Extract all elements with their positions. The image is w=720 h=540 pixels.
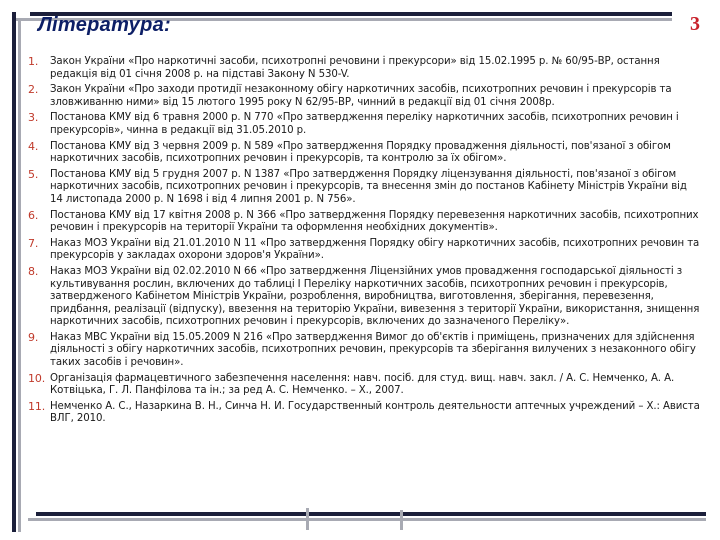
- reference-list: [28, 56, 702, 429]
- reference-number: 1.: [28, 55, 39, 68]
- reference-number: 2.: [28, 83, 39, 97]
- reference-number: 9.: [28, 330, 39, 344]
- reference-item: [28, 56, 702, 81]
- reference-number: 6.: [28, 208, 39, 222]
- reference-item: [28, 373, 702, 398]
- reference-number: 5.: [28, 167, 39, 181]
- reference-item: [28, 266, 702, 329]
- frame-left-bar-gray: [18, 20, 21, 532]
- reference-text: Немченко А. С., Назаркина В. Н., Синча Н. И. Государственный контроль деятельности аптечных учреждений – Х.: Ависта ВЛГ, 2010.: [50, 400, 700, 425]
- reference-item: [28, 169, 702, 207]
- frame-bottom-tick-1: [306, 508, 309, 530]
- reference-text: Постанова КМУ від 6 травня 2000 р. N 770 «Про затвердження переліку наркотичних засобів, психотропних речовин і прекурсорів», чинна в редакції від 31.05.2010 р.: [50, 112, 679, 136]
- reference-item: [28, 401, 702, 426]
- frame-bottom-bar-dark: [36, 512, 706, 516]
- reference-number: 4.: [28, 139, 39, 153]
- reference-item: [28, 238, 702, 263]
- reference-text: Наказ МОЗ України від 21.01.2010 N 11 «Про затвердження Порядку обігу наркотичних засобів, психотропних речовин та прекурсорів у закладах охорони здоров'я України».: [50, 237, 700, 262]
- reference-text: Постанова КМУ від 5 грудня 2007 р. N 1387 «Про затвердження Порядку ліцензування діяльності, пов'язаної з обігом наркотичних засобів, психотропних речовин і прекурсорів, та внесення змін до постанов Кабінету Міністрів України від 14 листопада 2000 р. N 1698 і від 4 липня 2001 р. N 756».: [50, 168, 687, 205]
- reference-text: Постанова КМУ від 17 квітня 2008 р. N 366 «Про затвердження Порядку перевезення наркотичних засобів, психотропних речовин і прекурсорів на території України та оформлення необхідних документів».: [50, 209, 699, 234]
- reference-item: [28, 210, 702, 235]
- reference-text: Наказ МВС України від 15.05.2009 N 216 «Про затвердження Вимог до об'єктів і приміщень, призначених для здійснення діяльності з обігу наркотичних засобів, психотропних речовин, прекурсорів та зберігання вилучених з незаконного обігу таких засобів і речовин».: [50, 331, 696, 369]
- reference-text: Закон України «Про наркотичні засоби, психотропні речовини і прекурсори» від 15.02.1995 р. № 60/95-ВР, остання редакція від 01 січня 2008 р. на підставі Закону N 530-V.: [50, 56, 660, 80]
- reference-text: Постанова КМУ від 3 червня 2009 р. N 589 «Про затвердження Порядку провадження діяльності, пов'язаної з обігом наркотичних засобів, психотропних речовин і прекурсорів, та контролю за їх обігом».: [50, 140, 671, 165]
- reference-item: [28, 84, 702, 109]
- reference-number: 11.: [28, 399, 46, 413]
- reference-text: Наказ МОЗ України від 02.02.2010 N 66 «Про затвердження Ліцензійних умов провадження господарської діяльності з культивування рослин, включених до таблиці I Переліку наркотичних засобів, психотропних речовин і прекурсорів, затвердженого Кабінетом Міністрів України, розроблення, виробництва, виготовлення, зберігання, перевезення, придбання, реалізації (відпуску), ввезення на територію України, вивезення з території України, використання, знищення наркотичних засобів, психотропних речовин і прекурсорів, включених до зазначеного Переліку».: [50, 265, 700, 328]
- reference-number: 3.: [28, 111, 39, 125]
- reference-item: [28, 332, 702, 370]
- page-number: 3: [690, 13, 700, 35]
- reference-text: Закон України «Про заходи протидії незаконному обігу наркотичних засобів, психотропних речовин і прекурсорів та зловживанню ними» від 15 лютого 1995 року N 62/95-ВР, чинний в редакції від 01 січня 2008р.: [50, 84, 672, 108]
- reference-text: Організація фармацевтичного забезпечення населення: навч. посіб. для студ. вищ. навч. закл. / А. С. Немченко, А. А. Котвіцька, Г. Л. Панфілова та ін.; за ред А. С. Немченко. – Х., 2007.: [50, 372, 675, 397]
- frame-bottom-bar-gray: [28, 518, 706, 521]
- reference-item: [28, 112, 702, 137]
- frame-left-bar-dark: [12, 12, 16, 532]
- frame-bottom-tick-2: [400, 510, 403, 530]
- reference-number: 10.: [28, 371, 46, 385]
- reference-number: 7.: [28, 236, 39, 250]
- reference-number: 8.: [28, 264, 39, 278]
- slide-title: Література:: [38, 14, 171, 36]
- reference-item: [28, 141, 702, 166]
